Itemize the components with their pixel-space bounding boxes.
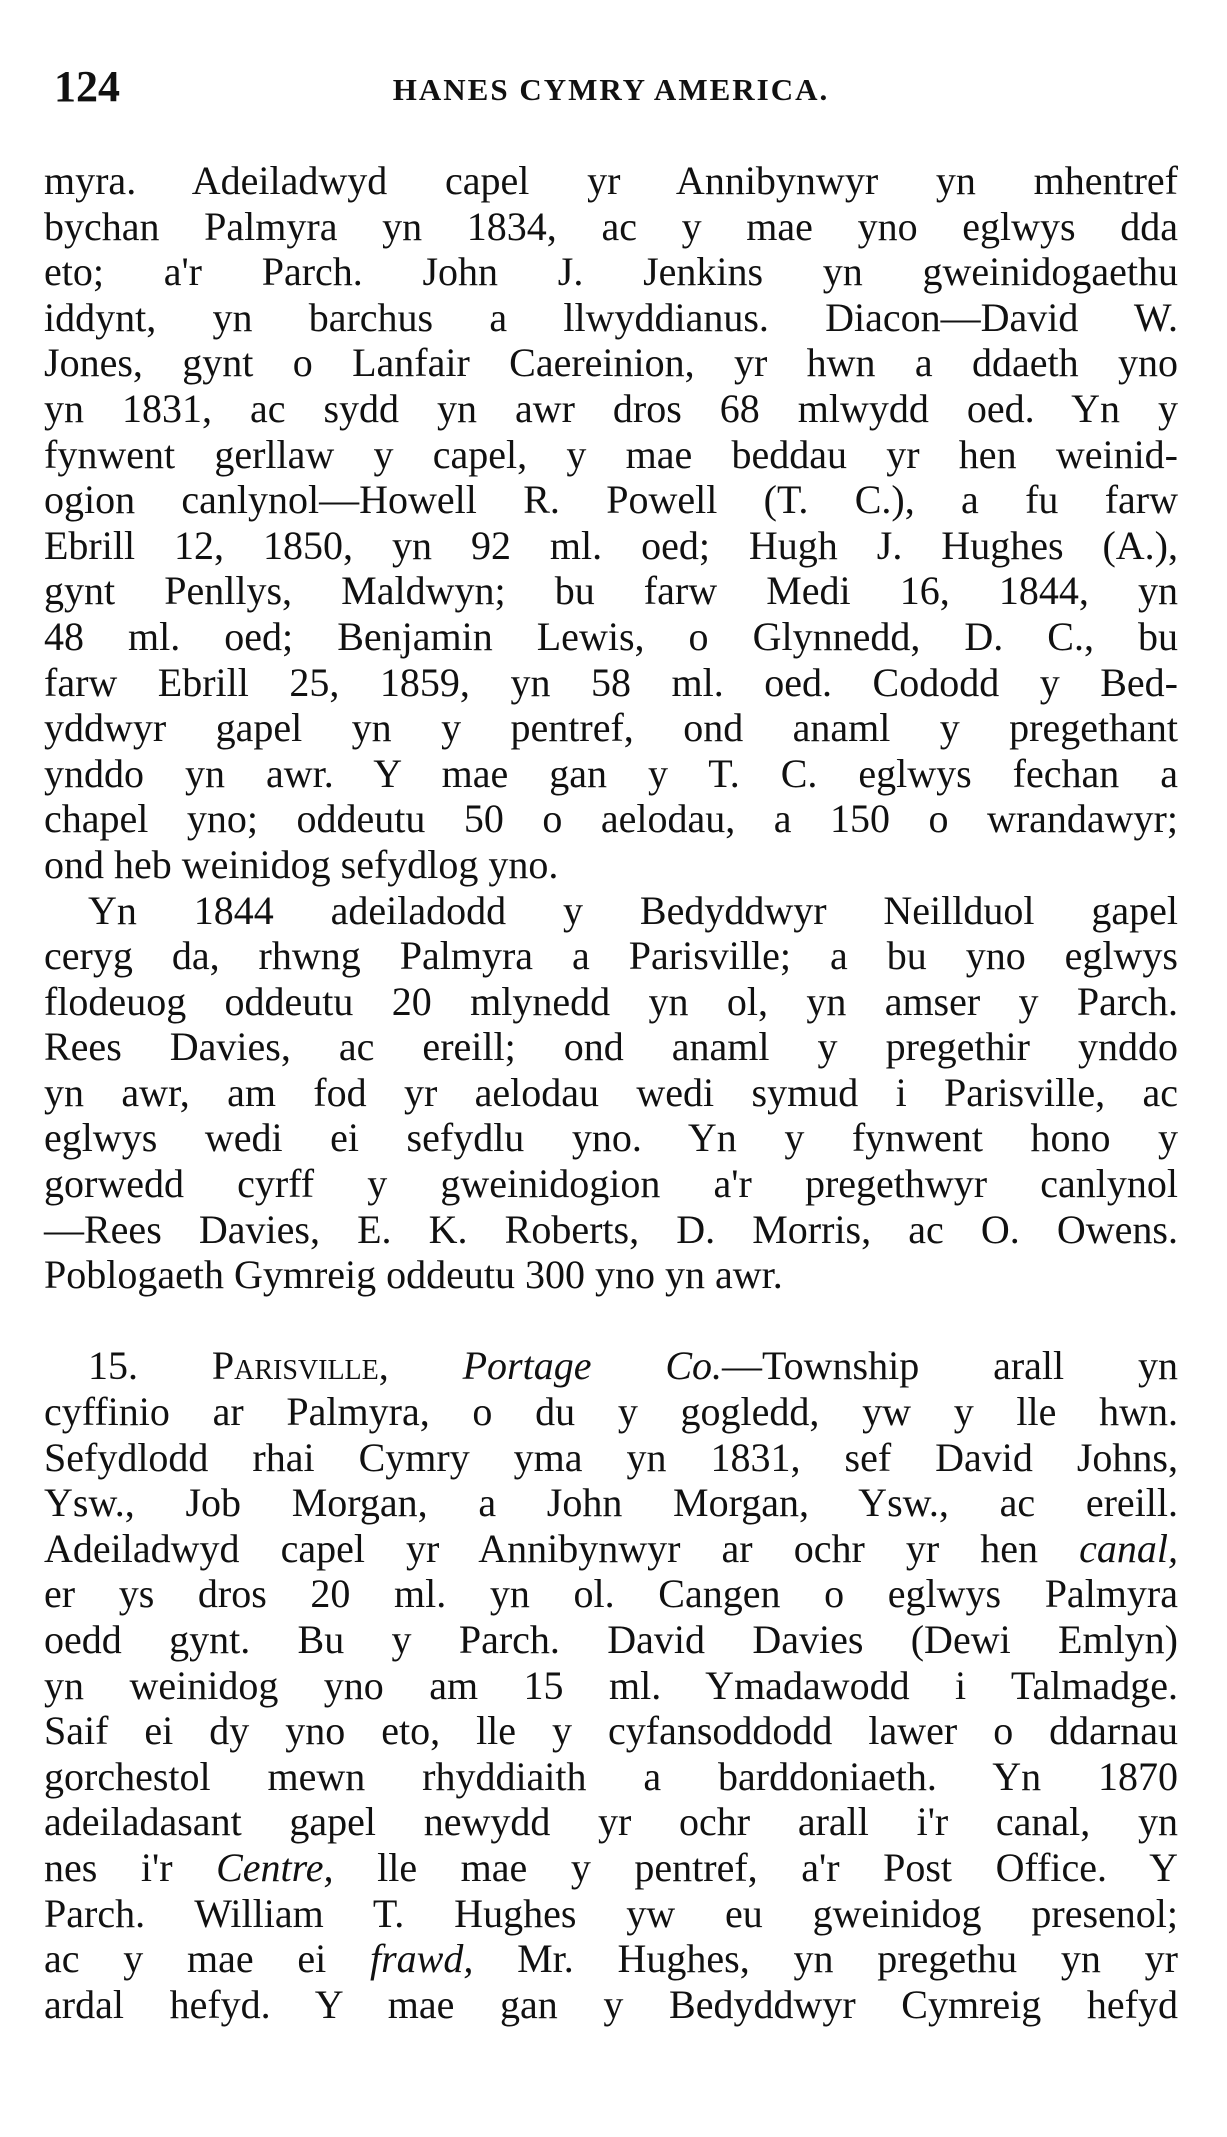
text-line: myra. Adeiladwyd capel yr Annibynwyr yn mhentref (44, 158, 1178, 203)
text-line: iddynt, yn barchus a llwyddianus. Diacon—David W. (44, 294, 1178, 340)
text-line: adeiladasant gapel newydd yr ochr arall i'r canal, yn (44, 1799, 1178, 1845)
italic-word: Centre, (216, 1844, 334, 1890)
text-fragment: Mr. Hughes, yn pregethu yn yr (517, 1936, 1179, 1982)
book-page (44, 0, 1178, 2137)
text-line: bychan Palmyra yn 1834, ac y mae yno eglwys dda (44, 203, 1178, 249)
text-line: yn awr, am fod yr aelodau wedi symud i Parisville, ac (44, 1069, 1178, 1115)
text-line: ond heb weinidog sefydlog yno. (44, 841, 559, 887)
text-line: gorwedd cyrff y gweinidogion a'r pregethwyr canlynol (44, 1161, 1178, 1207)
text-line: ynddo yn awr. Y mae gan y T. C. eglwys fechan a (44, 750, 1178, 796)
text-line: yn 1831, ac sydd yn awr dros 68 mlwydd oed. Yn y (44, 385, 1178, 431)
text-line: cyffinio ar Palmyra, o du y gogledd, yw y lle hwn. (44, 1389, 1178, 1435)
text-line: gynt Penllys, Maldwyn; bu farw Medi 16, 1844, yn (44, 568, 1178, 614)
text-line: fynwent gerllaw y capel, y mae beddau yr hen weinid- (44, 431, 1178, 477)
text-fragment: Adeiladwyd capel yr Annibynwyr ar ochr yr hen (44, 1525, 1039, 1571)
text-fragment: lle mae y pentref, a'r Post Office. Y (377, 1844, 1179, 1890)
text-line: oedd gynt. Bu y Parch. David Davies (Dewi Emlyn) (44, 1617, 1178, 1662)
text-line: chapel yno; oddeutu 50 o aelodau, a 150 o wrandawyr; (44, 796, 1178, 842)
text-line: yddwyr gapel yn y pentref, ond anaml y pregethant (44, 705, 1178, 751)
text-line: Ebrill 12, 1850, yn 92 ml. oed; Hugh J. Hughes (A.), (44, 522, 1178, 568)
text-line (44, 1845, 1178, 1891)
text-fragment: ac y mae ei (44, 1936, 327, 1982)
text-line: ardal hefyd. Y mae gan y Bedyddwyr Cymreig hefyd (44, 1981, 1178, 2027)
page-number: 124 (54, 62, 120, 111)
italic-word: canal, (1079, 1525, 1178, 1571)
running-head (44, 62, 1178, 112)
text-line: farw Ebrill 25, 1859, yn 58 ml. oed. Cododd y Bed- (44, 659, 1178, 705)
text-line (44, 1936, 1178, 1982)
italic-word: frawd, (370, 1936, 474, 1982)
text-line: 48 ml. oed; Benjamin Lewis, o Glynnedd, D. C., bu (44, 613, 1178, 659)
section-place: Parisville, (211, 1343, 389, 1389)
text-line: ogion canlynol—Howell R. Powell (T. C.), a fu farw (44, 477, 1178, 523)
text-line: gorchestol mewn rhyddiaith a barddoniaeth. Yn 1870 (44, 1753, 1178, 1799)
text-line: yn weinidog yno am 15 ml. Ymadawodd i Talmadge. (44, 1662, 1178, 1708)
text-line: eglwys wedi ei sefydlu yno. Yn y fynwent hono y (44, 1115, 1178, 1161)
body-text (44, 158, 1178, 2027)
text-line: Ysw., Job Morgan, a John Morgan, Ysw., ac ereill. (44, 1480, 1178, 1526)
text-line: er ys dros 20 ml. yn ol. Cangen o eglwys Palmyra (44, 1571, 1178, 1617)
section-county: Portage Co. (462, 1343, 723, 1389)
text-line: Sefydlodd rhai Cymry yma yn 1831, sef David Johns, (44, 1434, 1178, 1480)
text-line: Rees Davies, ac ereill; ond anaml y pregethir ynddo (44, 1024, 1178, 1070)
section-first-line-text: —Township arall yn (722, 1343, 1179, 1389)
text-line: ceryg da, rhwng Palmyra a Parisville; a bu yno eglwys (44, 933, 1178, 979)
section-heading-line (44, 1343, 1178, 1389)
text-fragment: nes i'r (44, 1844, 173, 1890)
text-line: —Rees Davies, E. K. Roberts, D. Morris, ac O. Owens. (44, 1206, 1178, 1252)
text-line: Yn 1844 adeiladodd y Bedyddwyr Neillduol gapel (88, 887, 1178, 933)
running-title: HANES CYMRY AMERICA. (392, 72, 830, 107)
section-gap (44, 1298, 1178, 1344)
text-line: Saif ei dy yno eto, lle y cyfansoddodd lawer o ddarnau (44, 1708, 1178, 1754)
text-line: Parch. William T. Hughes yw eu gweinidog presenol; (44, 1890, 1178, 1936)
text-line: Poblogaeth Gymreig oddeutu 300 yno yn awr. (44, 1252, 783, 1298)
text-line: eto; a'r Parch. John J. Jenkins yn gweinidogaethu (44, 249, 1178, 295)
section-number: 15. (88, 1343, 138, 1389)
text-line: flodeuog oddeutu 20 mlynedd yn ol, yn amser y Parch. (44, 978, 1178, 1024)
text-line (44, 1526, 1178, 1572)
text-line: Jones, gynt o Lanfair Caereinion, yr hwn a ddaeth yno (44, 340, 1178, 386)
